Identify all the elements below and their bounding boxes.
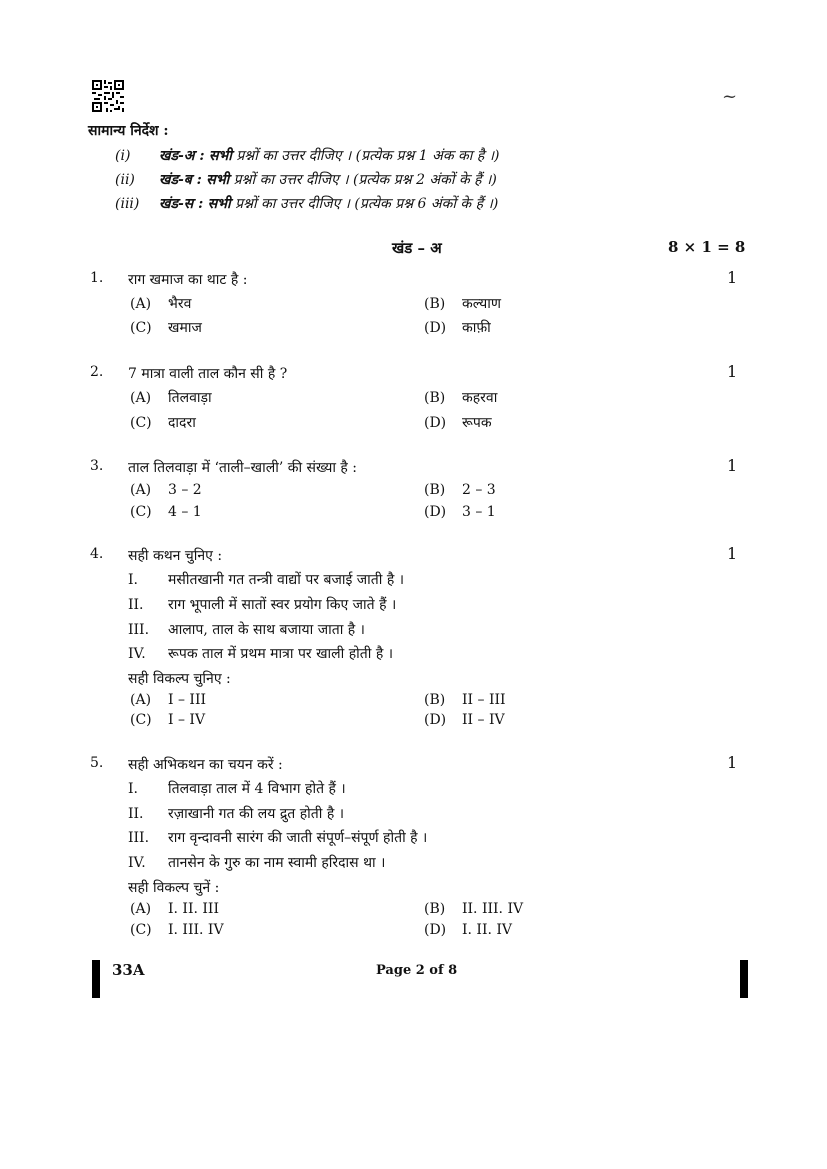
question-text: राग खमाज का थाट है : — [128, 272, 248, 288]
option-text: I. II. IV — [462, 922, 513, 938]
question-number: 4. — [90, 546, 104, 562]
statement-text: मसीतखानी गत तन्त्री वाद्यों पर बजाई जाती है । — [168, 572, 405, 588]
option-text: 3 – 1 — [462, 504, 496, 520]
option-d — [424, 712, 505, 728]
option-a — [130, 901, 219, 917]
option-text: दादरा — [168, 415, 196, 431]
option-b — [424, 482, 496, 498]
option-label: (B) — [424, 901, 446, 917]
option-c — [130, 504, 202, 520]
option-text: I – III — [168, 692, 207, 708]
option-c — [130, 413, 196, 432]
option-text: 2 – 3 — [462, 482, 496, 498]
statement-label: IV. — [128, 646, 146, 662]
option-d — [424, 504, 496, 520]
option-label: (A) — [130, 482, 152, 498]
instruction-section: खंड-ब : — [159, 172, 202, 188]
instruction-item — [115, 146, 500, 165]
option-label: (D) — [424, 922, 447, 938]
instruction-section: खंड-स : — [159, 196, 204, 212]
option-label: (C) — [130, 415, 152, 431]
question-number: 1. — [90, 270, 104, 286]
choose-prompt: सही विकल्प चुनिए : — [128, 671, 231, 687]
footer-left-bar — [92, 960, 100, 998]
option-text: I. II. III — [168, 901, 219, 917]
question-marks: 1 — [727, 544, 738, 563]
statement-item — [128, 620, 365, 639]
option-label: (C) — [130, 922, 152, 938]
option-text: काफ़ी — [462, 320, 491, 336]
corner-mark: ~ — [722, 86, 738, 107]
option-label: (A) — [130, 901, 152, 917]
instruction-text: प्रश्नों का उत्तर दीजिए । (प्रत्येक प्रश्न 2 अंकों के हैं ।) — [233, 172, 497, 188]
statement-text: तिलवाड़ा ताल में 4 विभाग होते हैं । — [168, 781, 346, 797]
instruction-bold-word: सभी — [208, 148, 232, 164]
question-text: ताल तिलवाड़ा में ‘ताली–खाली’ की संख्या है : — [128, 460, 357, 476]
section-marks: 8 × 1 = 8 — [668, 238, 746, 256]
option-a — [130, 692, 206, 708]
option-label: (B) — [424, 482, 446, 498]
question-marks: 1 — [727, 456, 738, 475]
statement-item — [128, 804, 344, 823]
option-text: 3 – 2 — [168, 482, 202, 498]
statement-label: II. — [128, 597, 144, 613]
statement-item — [128, 828, 427, 847]
question-marks: 1 — [727, 753, 738, 772]
option-text: तिलवाड़ा — [168, 390, 212, 406]
option-label: (B) — [424, 296, 446, 312]
option-label: (D) — [424, 320, 447, 336]
instruction-text: प्रश्नों का उत्तर दीजिए । (प्रत्येक प्रश्न 6 अंकों के हैं ।) — [235, 196, 499, 212]
statement-label: I. — [128, 781, 138, 797]
statement-item — [128, 595, 396, 614]
instruction-number: (iii) — [115, 196, 140, 212]
option-label: (D) — [424, 712, 447, 728]
question-marks: 1 — [727, 362, 738, 381]
option-label: (C) — [130, 504, 152, 520]
question-number: 3. — [90, 458, 104, 474]
paper-code: 33A — [112, 961, 145, 979]
statement-item — [128, 853, 385, 872]
option-label: (B) — [424, 692, 446, 708]
statement-item — [128, 570, 404, 589]
option-text: खमाज — [168, 320, 202, 336]
statement-text: आलाप, ताल के साथ बजाया जाता है । — [168, 622, 365, 638]
option-c — [130, 318, 202, 337]
statement-item — [128, 644, 393, 663]
option-text: कल्याण — [462, 296, 502, 312]
option-label: (C) — [130, 712, 152, 728]
instruction-bold-word: सभी — [207, 196, 231, 212]
option-text: I – IV — [168, 712, 206, 728]
option-label: (A) — [130, 296, 152, 312]
page-number: Page 2 of 8 — [376, 963, 458, 978]
option-text: 4 – 1 — [168, 504, 202, 520]
statement-label: IV. — [128, 855, 146, 871]
statement-label: II. — [128, 806, 144, 822]
statement-text: रज़ाखानी गत की लय द्रुत होती है । — [168, 806, 345, 822]
option-d — [424, 318, 491, 337]
option-text: रूपक — [462, 415, 492, 431]
footer-right-bar — [740, 960, 748, 998]
option-label: (C) — [130, 320, 152, 336]
statement-label: III. — [128, 830, 150, 846]
option-b — [424, 901, 523, 917]
instruction-section: खंड-अ : — [159, 148, 205, 164]
option-label: (B) — [424, 390, 446, 406]
option-a — [130, 388, 212, 407]
option-label: (A) — [130, 390, 152, 406]
general-instructions-title: सामान्य निर्देश : — [88, 123, 169, 139]
question-text: सही कथन चुनिए : — [128, 548, 223, 564]
option-d — [424, 413, 492, 432]
statement-text: राग वृन्दावनी सारंग की जाती संपूर्ण–संपूर्ण होती है । — [168, 830, 428, 846]
qr-code-icon — [92, 80, 124, 112]
instruction-number: (ii) — [115, 172, 135, 188]
option-label: (D) — [424, 504, 447, 520]
option-b — [424, 294, 501, 313]
question-text: सही अभिकथन का चयन करें : — [128, 757, 283, 773]
question-number: 5. — [90, 755, 104, 771]
statement-text: रूपक ताल में प्रथम मात्रा पर खाली होती है । — [168, 646, 394, 662]
option-c — [130, 712, 205, 728]
option-text: II. III. IV — [462, 901, 524, 917]
section-title: खंड – अ — [392, 239, 442, 257]
instruction-item — [115, 194, 498, 213]
instruction-number: (i) — [115, 148, 131, 164]
option-label: (A) — [130, 692, 152, 708]
option-c — [130, 922, 224, 938]
question-text: 7 मात्रा वाली ताल कौन सी है ? — [128, 366, 288, 382]
option-a — [130, 294, 191, 313]
question-marks: 1 — [727, 268, 738, 287]
instruction-bold-word: सभी — [206, 172, 230, 188]
option-d — [424, 922, 512, 938]
option-text: भैरव — [168, 296, 192, 312]
instruction-text: प्रश्नों का उत्तर दीजिए । (प्रत्येक प्रश्न 1 अंक का है ।) — [236, 148, 500, 164]
option-a — [130, 482, 202, 498]
question-number: 2. — [90, 364, 104, 380]
option-text: I. III. IV — [168, 922, 224, 938]
instruction-item — [115, 170, 497, 189]
statement-item — [128, 779, 346, 798]
statement-label: I. — [128, 572, 138, 588]
option-text: कहरवा — [462, 390, 498, 406]
option-text: II – III — [462, 692, 506, 708]
option-text: II – IV — [462, 712, 505, 728]
statement-text: राग भूपाली में सातों स्वर प्रयोग किए जाते हैं । — [168, 597, 397, 613]
choose-prompt: सही विकल्प चुनें : — [128, 880, 220, 896]
statement-label: III. — [128, 622, 150, 638]
option-label: (D) — [424, 415, 447, 431]
option-b — [424, 692, 506, 708]
statement-text: तानसेन के गुरु का नाम स्वामी हरिदास था । — [168, 855, 386, 871]
option-b — [424, 388, 497, 407]
